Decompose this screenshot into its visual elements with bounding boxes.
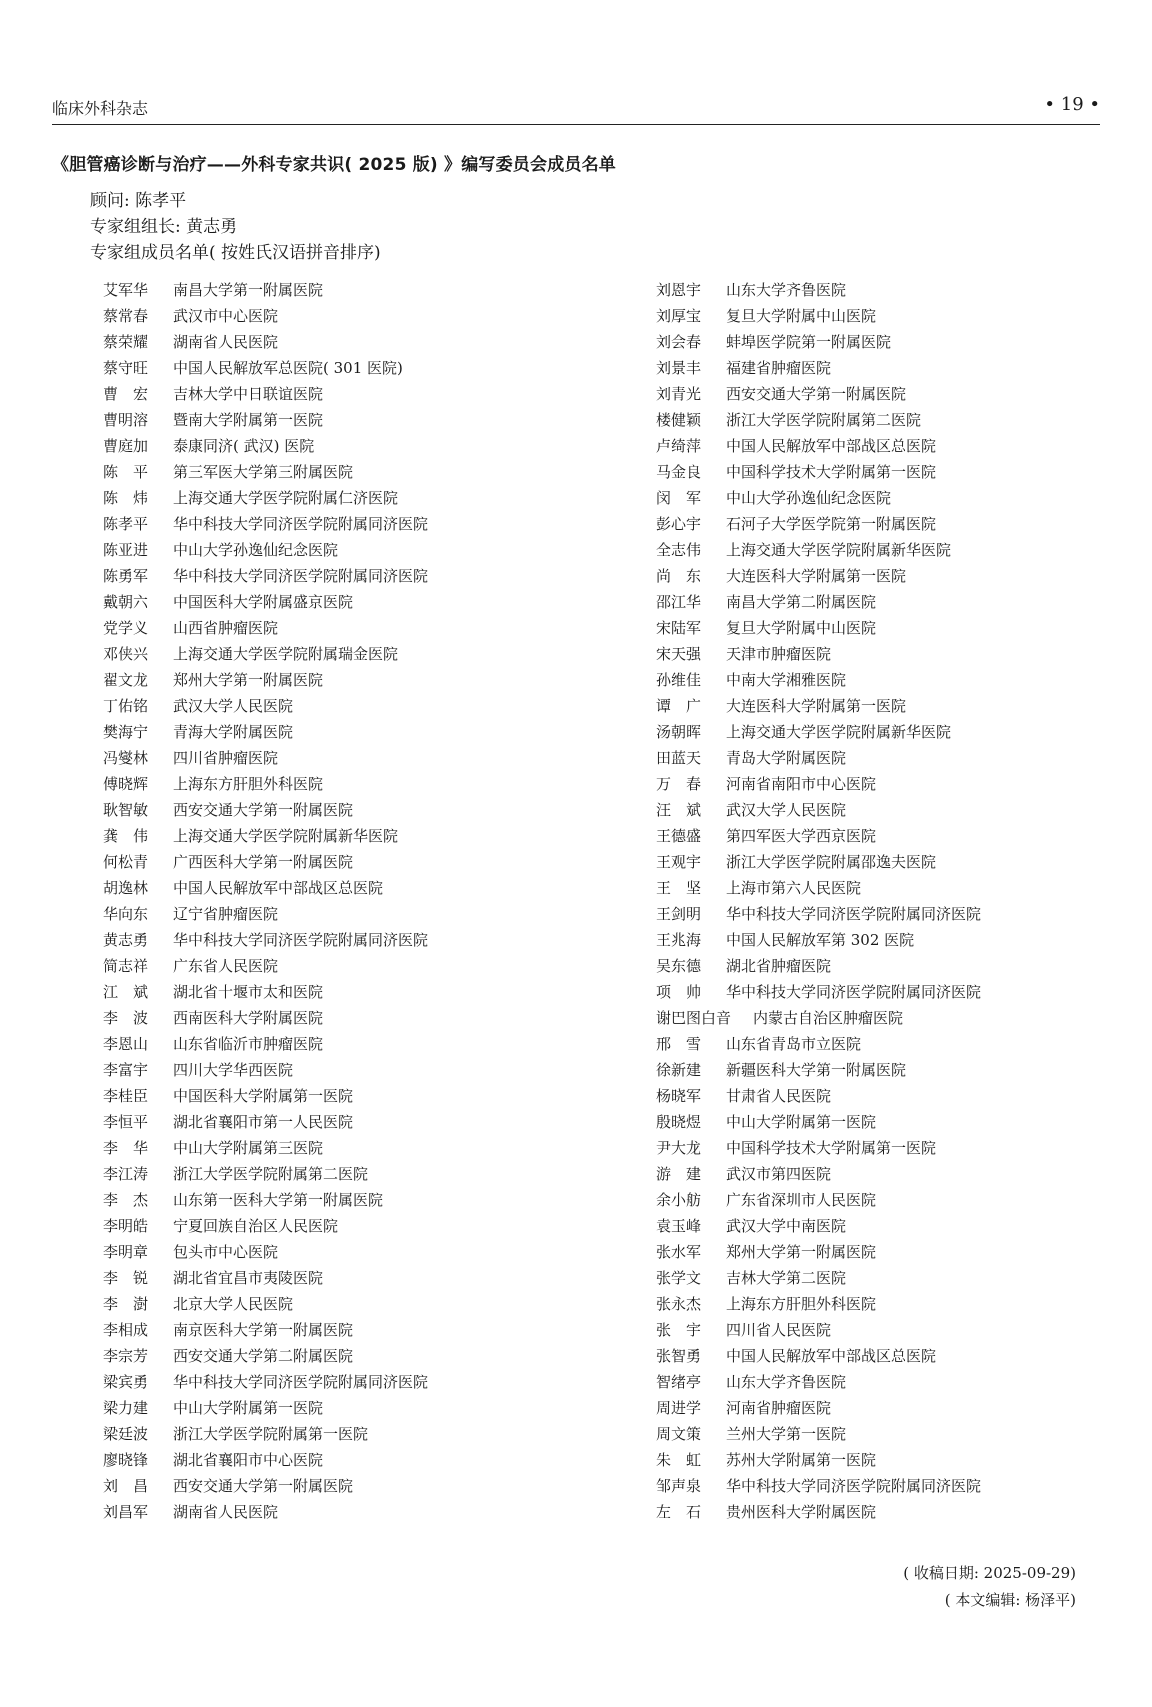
- member-name: 马金良: [656, 463, 702, 481]
- member-hospital: 上海交通大学医学院附属瑞金医院: [173, 645, 399, 663]
- member-hospital: 湖北省十堰市太和医院: [173, 983, 324, 1001]
- member-row: [656, 1265, 981, 1291]
- member-row: [656, 1109, 981, 1135]
- member-hospital: 山东大学齐鲁医院: [726, 281, 847, 299]
- member-hospital: 大连医科大学附属第一医院: [726, 697, 907, 715]
- member-hospital: 新疆医科大学第一附属医院: [726, 1061, 907, 1079]
- member-hospital: 南京医科大学第一附属医院: [173, 1321, 354, 1339]
- member-row: [656, 953, 981, 979]
- member-name: 曹庭加: [103, 437, 149, 455]
- member-name: 尹大龙: [656, 1139, 702, 1157]
- member-hospital: 武汉市中心医院: [173, 307, 279, 325]
- member-name: 刘会春: [656, 333, 702, 351]
- member-row: [656, 797, 981, 823]
- member-name: 张智勇: [656, 1347, 702, 1365]
- member-row: [656, 693, 981, 719]
- member-hospital: 中山大学附属第一医院: [726, 1113, 877, 1131]
- member-hospital: 武汉大学中南医院: [726, 1217, 847, 1235]
- member-row: [103, 1135, 428, 1161]
- member-hospital: 山东第一医科大学第一附属医院: [173, 1191, 384, 1209]
- member-name: 李 波: [103, 1009, 149, 1027]
- member-row: [103, 979, 428, 1005]
- member-name: 李相成: [103, 1321, 149, 1339]
- member-hospital: 武汉大学人民医院: [726, 801, 847, 819]
- member-row: [656, 1473, 981, 1499]
- member-name: 陈 炜: [103, 489, 149, 507]
- member-row: [103, 771, 428, 797]
- member-hospital: 暨南大学附属第一医院: [173, 411, 324, 429]
- member-hospital: 华中科技大学同济医学院附属同济医院: [726, 1477, 982, 1495]
- member-row: [103, 381, 428, 407]
- member-hospital: 中山大学孙逸仙纪念医院: [726, 489, 892, 507]
- member-name: 刘青光: [656, 385, 702, 403]
- member-hospital: 西南医科大学附属医院: [173, 1009, 324, 1027]
- member-hospital: 福建省肿瘤医院: [726, 359, 832, 377]
- member-name: 彭心宇: [656, 515, 702, 533]
- member-name: 孙维佳: [656, 671, 702, 689]
- member-hospital: 南昌大学第一附属医院: [173, 281, 324, 299]
- member-hospital: 中国科学技术大学附属第一医院: [726, 1139, 937, 1157]
- member-name: 刘厚宝: [656, 307, 702, 325]
- member-hospital: 河南省南阳市中心医院: [726, 775, 877, 793]
- member-hospital: 内蒙古自治区肿瘤医院: [753, 1009, 904, 1027]
- member-row: [656, 641, 981, 667]
- member-name: 徐新建: [656, 1061, 702, 1079]
- member-row: [656, 1395, 981, 1421]
- member-hospital: 湖南省人民医院: [173, 1503, 279, 1521]
- member-name: 陈 平: [103, 463, 149, 481]
- member-hospital: 北京大学人民医院: [173, 1295, 294, 1313]
- member-row: [656, 1499, 981, 1525]
- member-name: 丁佑铭: [103, 697, 149, 715]
- member-row: [103, 1369, 428, 1395]
- member-name: 李宗芳: [103, 1347, 149, 1365]
- member-hospital: 武汉市第四医院: [726, 1165, 832, 1183]
- member-row: [656, 355, 981, 381]
- member-row: [656, 303, 981, 329]
- member-hospital: 上海东方肝胆外科医院: [726, 1295, 877, 1313]
- member-hospital: 山东大学齐鲁医院: [726, 1373, 847, 1391]
- member-hospital: 广东省深圳市人民医院: [726, 1191, 877, 1209]
- member-name: 万 春: [656, 775, 702, 793]
- member-row: [656, 1135, 981, 1161]
- member-name: 左 石: [656, 1503, 702, 1521]
- member-name: 陈亚进: [103, 541, 149, 559]
- advisor-line: 顾问: 陈孝平: [90, 191, 187, 211]
- member-row: [103, 1421, 428, 1447]
- member-name: 李 华: [103, 1139, 149, 1157]
- member-name: 胡逸林: [103, 879, 149, 897]
- leader-line: 专家组组长: 黄志勇: [90, 217, 238, 237]
- members-heading: 专家组成员名单( 按姓氏汉语拼音排序): [90, 243, 381, 263]
- member-row: [103, 1291, 428, 1317]
- member-row: [656, 1447, 981, 1473]
- member-row: [656, 511, 981, 537]
- member-name: 张 宇: [656, 1321, 702, 1339]
- member-row: [103, 797, 428, 823]
- member-row: [656, 1343, 981, 1369]
- member-name: 刘景丰: [656, 359, 702, 377]
- member-name: 余小舫: [656, 1191, 702, 1209]
- member-hospital: 吉林大学中日联谊医院: [173, 385, 324, 403]
- member-row: [103, 1395, 428, 1421]
- member-row: [103, 1109, 428, 1135]
- document-title: 《胆管癌诊断与治疗——外科专家共识( 2025 版) 》编写委员会成员名单: [52, 155, 617, 175]
- member-hospital: 湖北省宜昌市夷陵医院: [173, 1269, 324, 1287]
- member-name: 杨晓军: [656, 1087, 702, 1105]
- member-name: 李明皓: [103, 1217, 149, 1235]
- member-name: 游 建: [656, 1165, 702, 1183]
- member-name: 刘恩宇: [656, 281, 702, 299]
- member-name: 张水军: [656, 1243, 702, 1261]
- member-row: [656, 485, 981, 511]
- member-row: [103, 1447, 428, 1473]
- member-row: [656, 1031, 981, 1057]
- member-row: [103, 1473, 428, 1499]
- member-hospital: 四川大学华西医院: [173, 1061, 294, 1079]
- member-hospital: 河南省肿瘤医院: [726, 1399, 832, 1417]
- member-row: [103, 1239, 428, 1265]
- member-row: [103, 1213, 428, 1239]
- member-name: 梁宾勇: [103, 1373, 149, 1391]
- member-hospital: 湖北省襄阳市中心医院: [173, 1451, 324, 1469]
- member-row: [103, 823, 428, 849]
- member-name: 戴朝六: [103, 593, 149, 611]
- member-row: [103, 901, 428, 927]
- member-row: [103, 719, 428, 745]
- member-hospital: 中国人民解放军中部战区总医院: [726, 437, 937, 455]
- member-row: [103, 1187, 428, 1213]
- member-name: 周进学: [656, 1399, 702, 1417]
- member-name: 宋陆军: [656, 619, 702, 637]
- member-hospital: 上海市第六人民医院: [726, 879, 862, 897]
- member-row: [656, 979, 981, 1005]
- member-hospital: 西安交通大学第一附属医院: [173, 1477, 354, 1495]
- member-hospital: 蚌埠医学院第一附属医院: [726, 333, 892, 351]
- member-row: [656, 1161, 981, 1187]
- member-hospital: 上海交通大学医学院附属新华医院: [173, 827, 399, 845]
- member-row: [103, 1083, 428, 1109]
- member-name: 廖晓锋: [103, 1451, 149, 1469]
- member-hospital: 山东省临沂市肿瘤医院: [173, 1035, 324, 1053]
- member-name: 楼健颖: [656, 411, 702, 429]
- received-date: ( 收稿日期: 2025-09-29): [903, 1564, 1076, 1582]
- member-name: 邹声泉: [656, 1477, 702, 1495]
- member-row: [656, 1291, 981, 1317]
- member-row: [103, 329, 428, 355]
- member-row: [103, 433, 428, 459]
- member-row: [656, 1213, 981, 1239]
- member-row: [103, 927, 428, 953]
- member-row: [103, 511, 428, 537]
- member-name: 张永杰: [656, 1295, 702, 1313]
- member-hospital: 甘肃省人民医院: [726, 1087, 832, 1105]
- member-name: 简志祥: [103, 957, 149, 975]
- member-row: [656, 667, 981, 693]
- member-row: [103, 1499, 428, 1525]
- member-row: [656, 563, 981, 589]
- member-row: [103, 693, 428, 719]
- member-hospital: 中国医科大学附属第一医院: [173, 1087, 354, 1105]
- member-hospital: 中国人民解放军第 302 医院: [726, 931, 915, 949]
- member-hospital: 中国人民解放军总医院( 301 医院): [173, 359, 403, 377]
- member-name: 谢巴图白音: [656, 1009, 732, 1027]
- member-hospital: 浙江大学医学院附属第二医院: [726, 411, 922, 429]
- member-name: 邢 雪: [656, 1035, 702, 1053]
- member-name: 邓侠兴: [103, 645, 149, 663]
- member-hospital: 兰州大学第一医院: [726, 1425, 847, 1443]
- member-name: 王剑明: [656, 905, 702, 923]
- member-name: 宋天强: [656, 645, 702, 663]
- member-hospital: 华中科技大学同济医学院附属同济医院: [726, 983, 982, 1001]
- member-row: [656, 537, 981, 563]
- member-name: 王兆海: [656, 931, 702, 949]
- member-row: [103, 355, 428, 381]
- member-hospital: 中南大学湘雅医院: [726, 671, 847, 689]
- member-row: [656, 277, 981, 303]
- member-row: [103, 875, 428, 901]
- member-name: 蔡荣耀: [103, 333, 149, 351]
- member-hospital: 湖北省襄阳市第一人民医院: [173, 1113, 354, 1131]
- member-name: 谭 广: [656, 697, 702, 715]
- page-number: • 19 •: [1044, 94, 1100, 115]
- member-row: [656, 1369, 981, 1395]
- member-name: 殷晓煜: [656, 1113, 702, 1131]
- member-name: 尚 东: [656, 567, 702, 585]
- member-row: [656, 823, 981, 849]
- member-name: 华向东: [103, 905, 149, 923]
- member-hospital: 中国医科大学附属盛京医院: [173, 593, 354, 611]
- member-row: [103, 407, 428, 433]
- member-hospital: 吉林大学第二医院: [726, 1269, 847, 1287]
- member-name: 邵江华: [656, 593, 702, 611]
- member-name: 曹 宏: [103, 385, 149, 403]
- member-name: 李恒平: [103, 1113, 149, 1131]
- member-row: [656, 901, 981, 927]
- member-hospital: 第四军医大学西京医院: [726, 827, 877, 845]
- member-hospital: 中国人民解放军中部战区总医院: [726, 1347, 937, 1365]
- member-name: 智绪亭: [656, 1373, 702, 1391]
- running-header: [52, 96, 1100, 125]
- member-name: 汤朝晖: [656, 723, 702, 741]
- member-list-left: [103, 277, 428, 1525]
- member-row: [656, 407, 981, 433]
- member-row: [656, 1005, 981, 1031]
- journal-name: 临床外科杂志: [52, 99, 149, 118]
- member-name: 李明章: [103, 1243, 149, 1261]
- member-name: 龚 伟: [103, 827, 149, 845]
- member-row: [656, 329, 981, 355]
- member-row: [103, 303, 428, 329]
- member-row: [103, 1317, 428, 1343]
- member-name: 蔡常春: [103, 307, 149, 325]
- member-row: [656, 615, 981, 641]
- member-name: 王观宇: [656, 853, 702, 871]
- member-name: 何松青: [103, 853, 149, 871]
- member-row: [656, 1421, 981, 1447]
- member-row: [656, 1083, 981, 1109]
- member-hospital: 上海交通大学医学院附属仁济医院: [173, 489, 399, 507]
- member-row: [656, 1187, 981, 1213]
- member-hospital: 中山大学孙逸仙纪念医院: [173, 541, 339, 559]
- member-name: 李桂臣: [103, 1087, 149, 1105]
- member-hospital: 西安交通大学第一附属医院: [173, 801, 354, 819]
- member-row: [656, 745, 981, 771]
- member-row: [656, 719, 981, 745]
- member-name: 王 坚: [656, 879, 702, 897]
- member-hospital: 四川省人民医院: [726, 1321, 832, 1339]
- member-list-right: [656, 277, 981, 1525]
- member-name: 李富宇: [103, 1061, 149, 1079]
- member-name: 梁力建: [103, 1399, 149, 1417]
- member-row: [103, 667, 428, 693]
- member-name: 李 澍: [103, 1295, 149, 1313]
- member-row: [656, 1239, 981, 1265]
- member-name: 田蓝天: [656, 749, 702, 767]
- member-row: [656, 381, 981, 407]
- member-hospital: 中国科学技术大学附属第一医院: [726, 463, 937, 481]
- member-hospital: 大连医科大学附属第一医院: [726, 567, 907, 585]
- member-row: [103, 615, 428, 641]
- member-row: [103, 1005, 428, 1031]
- member-name: 陈孝平: [103, 515, 149, 533]
- member-row: [103, 1031, 428, 1057]
- member-name: 闵 军: [656, 489, 702, 507]
- member-row: [103, 1343, 428, 1369]
- member-name: 袁玉峰: [656, 1217, 702, 1235]
- member-name: 吴东德: [656, 957, 702, 975]
- member-row: [103, 849, 428, 875]
- member-row: [656, 771, 981, 797]
- member-row: [656, 459, 981, 485]
- member-hospital: 上海东方肝胆外科医院: [173, 775, 324, 793]
- member-hospital: 西安交通大学第一附属医院: [726, 385, 907, 403]
- member-row: [103, 485, 428, 511]
- member-hospital: 青海大学附属医院: [173, 723, 294, 741]
- editor-credit: ( 本文编辑: 杨泽平): [944, 1591, 1076, 1609]
- member-hospital: 复旦大学附属中山医院: [726, 619, 877, 637]
- member-row: [103, 1265, 428, 1291]
- member-hospital: 华中科技大学同济医学院附属同济医院: [173, 567, 429, 585]
- member-name: 李 杰: [103, 1191, 149, 1209]
- member-name: 李恩山: [103, 1035, 149, 1053]
- member-row: [103, 589, 428, 615]
- member-hospital: 上海交通大学医学院附属新华医院: [726, 723, 952, 741]
- member-hospital: 贵州医科大学附属医院: [726, 1503, 877, 1521]
- member-name: 刘昌军: [103, 1503, 149, 1521]
- member-hospital: 华中科技大学同济医学院附属同济医院: [173, 931, 429, 949]
- member-hospital: 浙江大学医学院附属第二医院: [173, 1165, 369, 1183]
- member-name: 江 斌: [103, 983, 149, 1001]
- member-hospital: 苏州大学附属第一医院: [726, 1451, 877, 1469]
- member-hospital: 广东省人民医院: [173, 957, 279, 975]
- member-name: 翟文龙: [103, 671, 149, 689]
- member-hospital: 中国人民解放军中部战区总医院: [173, 879, 384, 897]
- member-name: 黄志勇: [103, 931, 149, 949]
- member-hospital: 泰康同济( 武汉) 医院: [173, 437, 315, 455]
- member-row: [103, 537, 428, 563]
- member-hospital: 浙江大学医学院附属第一医院: [173, 1425, 369, 1443]
- member-row: [656, 589, 981, 615]
- member-hospital: 四川省肿瘤医院: [173, 749, 279, 767]
- member-row: [103, 563, 428, 589]
- member-hospital: 武汉大学人民医院: [173, 697, 294, 715]
- member-name: 傅晓辉: [103, 775, 149, 793]
- member-hospital: 辽宁省肿瘤医院: [173, 905, 279, 923]
- member-name: 陈勇军: [103, 567, 149, 585]
- member-hospital: 西安交通大学第二附属医院: [173, 1347, 354, 1365]
- member-hospital: 郑州大学第一附属医院: [173, 671, 324, 689]
- member-name: 刘 昌: [103, 1477, 149, 1495]
- member-name: 项 帅: [656, 983, 702, 1001]
- member-name: 王德盛: [656, 827, 702, 845]
- member-hospital: 中山大学附属第一医院: [173, 1399, 324, 1417]
- member-hospital: 石河子大学医学院第一附属医院: [726, 515, 937, 533]
- member-name: 李 锐: [103, 1269, 149, 1287]
- member-name: 蔡守旺: [103, 359, 149, 377]
- member-name: 梁廷波: [103, 1425, 149, 1443]
- member-name: 党学义: [103, 619, 149, 637]
- member-name: 全志伟: [656, 541, 702, 559]
- member-row: [103, 745, 428, 771]
- member-row: [656, 433, 981, 459]
- member-name: 冯燮林: [103, 749, 149, 767]
- member-hospital: 郑州大学第一附属医院: [726, 1243, 877, 1261]
- member-row: [656, 849, 981, 875]
- member-hospital: 上海交通大学医学院附属新华医院: [726, 541, 952, 559]
- member-name: 汪 斌: [656, 801, 702, 819]
- member-hospital: 浙江大学医学院附属邵逸夫医院: [726, 853, 937, 871]
- member-hospital: 南昌大学第二附属医院: [726, 593, 877, 611]
- member-row: [656, 927, 981, 953]
- member-name: 艾军华: [103, 281, 149, 299]
- member-hospital: 华中科技大学同济医学院附属同济医院: [726, 905, 982, 923]
- member-row: [656, 875, 981, 901]
- member-hospital: 青岛大学附属医院: [726, 749, 847, 767]
- member-name: 李江涛: [103, 1165, 149, 1183]
- member-name: 曹明溶: [103, 411, 149, 429]
- member-hospital: 中山大学附属第三医院: [173, 1139, 324, 1157]
- member-hospital: 复旦大学附属中山医院: [726, 307, 877, 325]
- member-hospital: 宁夏回族自治区人民医院: [173, 1217, 339, 1235]
- member-hospital: 广西医科大学第一附属医院: [173, 853, 354, 871]
- member-hospital: 湖北省肿瘤医院: [726, 957, 832, 975]
- member-name: 樊海宁: [103, 723, 149, 741]
- member-name: 张学文: [656, 1269, 702, 1287]
- member-row: [103, 953, 428, 979]
- member-hospital: 华中科技大学同济医学院附属同济医院: [173, 1373, 429, 1391]
- member-hospital: 第三军医大学第三附属医院: [173, 463, 354, 481]
- member-row: [103, 1161, 428, 1187]
- member-hospital: 湖南省人民医院: [173, 333, 279, 351]
- member-hospital: 山东省青岛市立医院: [726, 1035, 862, 1053]
- member-row: [103, 641, 428, 667]
- member-name: 耿智敏: [103, 801, 149, 819]
- member-name: 周文策: [656, 1425, 702, 1443]
- member-row: [656, 1057, 981, 1083]
- member-name: 卢绮萍: [656, 437, 702, 455]
- member-row: [103, 459, 428, 485]
- member-hospital: 华中科技大学同济医学院附属同济医院: [173, 515, 429, 533]
- member-hospital: 山西省肿瘤医院: [173, 619, 279, 637]
- member-row: [103, 1057, 428, 1083]
- member-hospital: 包头市中心医院: [173, 1243, 279, 1261]
- member-name: 朱 虹: [656, 1451, 702, 1469]
- member-row: [103, 277, 428, 303]
- member-row: [656, 1317, 981, 1343]
- member-hospital: 天津市肿瘤医院: [726, 645, 832, 663]
